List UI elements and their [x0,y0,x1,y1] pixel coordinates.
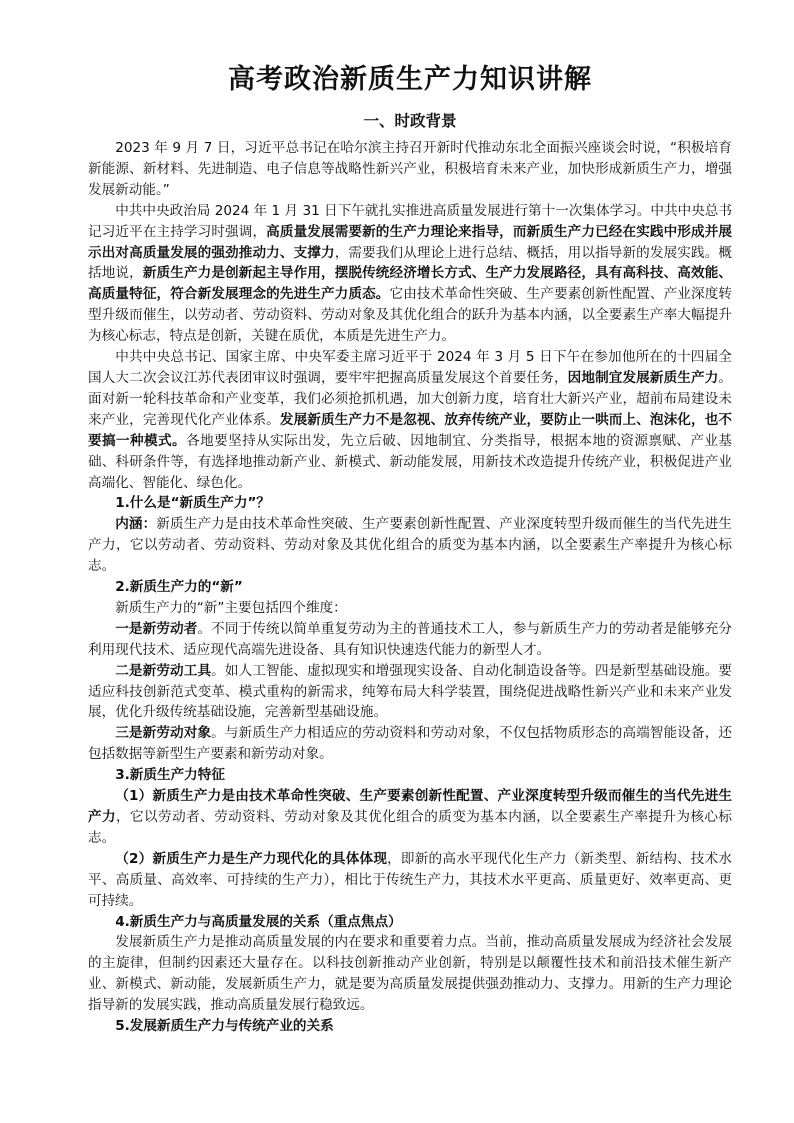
paragraph-new-objects [88,723,732,765]
heading-new: 2.新质生产力的“新” [115,579,243,596]
section-heading-background: 一、时政背景 [363,112,457,130]
definition-label: 内涵： [115,516,157,533]
paragraph-1: 2023 年 9 月 7 日，习近平总书记在哈尔滨主持召开新时代推动东北全面振兴座谈会时说，“积极培育新能源、新材料、先进制造、电子信息等战略性新兴产业，积极培育未来产业，加快形成新质生产力，增强发展新动能。” [88,140,732,198]
heading-features: 3.新质生产力特征 [115,767,225,784]
feature-2-text: ，即新的高水平现代化生产力（新类型、新结构、技术水平、高质量、高效率、可持续的生产力），相比于传统生产力，其技术水平更高、质量更好、效率更高、更可持续。 [88,850,732,909]
new-tools-label: 二是新劳动工具 [115,662,212,679]
paragraph-2-text-a: 中共中央政治局 2024 年 1 月 31 日下午就扎实推进高质量发展进行第十一次集体学习。中共中央总书记习近平在主持学习时强调， [88,202,732,240]
new-workers-text: 。不同于传统以简单重复劳动为主的普通技术工人，参与新质生产力的劳动者是能够充分利用现代技术、适应现代高端先进设备、具有知识快速迭代能力的新型人才。 [88,620,733,658]
paragraph-3 [88,347,732,493]
new-objects-text: 。与新质生产力相适应的劳动资料和劳动对象，不仅包括物质形态的高端智能设备，还包括数据等新型生产要素和新劳动对象。 [88,725,732,763]
paragraph-3-bold-d: 发展新质生产力不是忽视、放弃传统产业，要防止一哄而上、泡沫化，也不要搞一种模式。 [88,411,733,449]
paragraph-2-bold-b: 高质量发展需要新的生产力理论来指导，而新质生产力已经在实践中形成并展示出对高质量发展的强劲推动力、支撑力 [88,223,733,261]
paragraph-2-text-c: ，需要我们从理论上进行总结、概括，用以指导新的发展实践。概括地说， [88,244,733,282]
heading-what-is: 1.什么是“新质生产力”？ [115,495,271,512]
feature-1-bold: （1）新质生产力是由技术革命性突破、生产要素创新性配置、产业深度转型升级而催生的当代先进生产力 [88,788,732,825]
heading-relation-quality: 4.新质生产力与高质量发展的关系（重点焦点） [115,913,402,930]
paragraph-2-text-e: 它由技术革命性突破、生产要素创新性配置、产业深度转型升级而催生，以劳动者、劳动资料、劳动对象及其优化组合的跃升为基本内涵，以全要素生产率大幅提升为核心标志，特点是创新，关键在质优，本质是先进生产力。 [88,286,732,345]
paragraph-3-text-a: 中共中央总书记、国家主席、中央军委主席习近平于 2024 年 3 月 5 日下午在参加他所在的十四届全国人大二次会议江苏代表团审议时强调，要牢牢把握高质量发展这个首要任务， [88,349,732,386]
paragraph-dimensions: 新质生产力的“新”主要包括四个维度： [115,599,347,616]
paragraph-feature-2 [88,849,732,912]
feature-2-bold: （2）新质生产力是生产力现代化的具体体现 [115,850,388,867]
paragraph-3-text-e: 各地要坚持从实际出发，先立后破、因地制宜、分类指导，根据本地的资源禀赋、产业基础、科研条件等，有选择地推动新产业、新模式、新动能发展，用新技术改造提升传统产业，积极促进产业高端化、智能化、绿色化。 [88,432,733,491]
paragraph-new-workers [88,619,732,661]
document-title: 高考政治新质生产力知识讲解 [228,64,592,95]
new-tools-text: 。如人工智能、虚拟现实和增强现实设备、自动化制造设备等。四是新型基础设施。要适应科技创新范式变革、模式重构的新需求，纯筹布局大科学装置，围绕促进战略性新兴产业和未来产业发展，优化升级传统基础设施，完善新型基础设施。 [88,662,732,721]
paragraph-3-text-c: 。面对新一轮科技革命和产业变革，我们必须抢抓机遇，加大创新力度，培育壮大新兴产业，超前布局建设未来产业，完善现代化产业体系。 [88,369,732,428]
definition-text: 新质生产力是由技术革命性突破、生产要素创新性配置、产业深度转型升级而催生的当代先进生产力，它以劳动者、劳动资料、劳动对象及其优化组合的质变为基本内涵，以全要素生产率提升为核心标志。 [88,516,733,575]
heading-relation-traditional: 5.发展新质生产力与传统产业的关系 [115,1018,334,1035]
feature-1-text: ，它以劳动者、劳动资料、劳动对象及其优化组合的质变为基本内涵，以全要素生产率提升为核心标志。 [88,809,733,846]
paragraph-new-tools [88,661,732,724]
paragraph-definition [88,514,732,577]
paragraph-2-bold-d: 新质生产力是创新起主导作用，摆脱传统经济增长方式、生产力发展路径，具有高科技、高效能、高质量特征，符合新发展理念的先进生产力质态。 [88,265,733,303]
paragraph-relation-quality: 发展新质生产力是推动高质量发展的内在要求和重要着力点。当前，推动高质量发展成为经济社会发展的主旋律，但制约因素还大量存在。以科技创新推动产业创新，特别是以颠覆性技术和前沿技术催生新产业、新模式、新动能，发展新质生产力，就是要为高质量发展提供强劲推动力、支撑力。用新的生产力理论指导新的发展实践，推动高质量发展行稳致远。 [88,934,732,1014]
new-objects-label: 三是新劳动对象 [115,725,212,742]
new-workers-label: 一是新劳动者 [115,620,198,637]
paragraph-feature-1 [88,786,732,849]
paragraph-2 [88,201,732,347]
paragraph-3-bold-b: 因地制宜发展新质生产力 [567,369,719,386]
